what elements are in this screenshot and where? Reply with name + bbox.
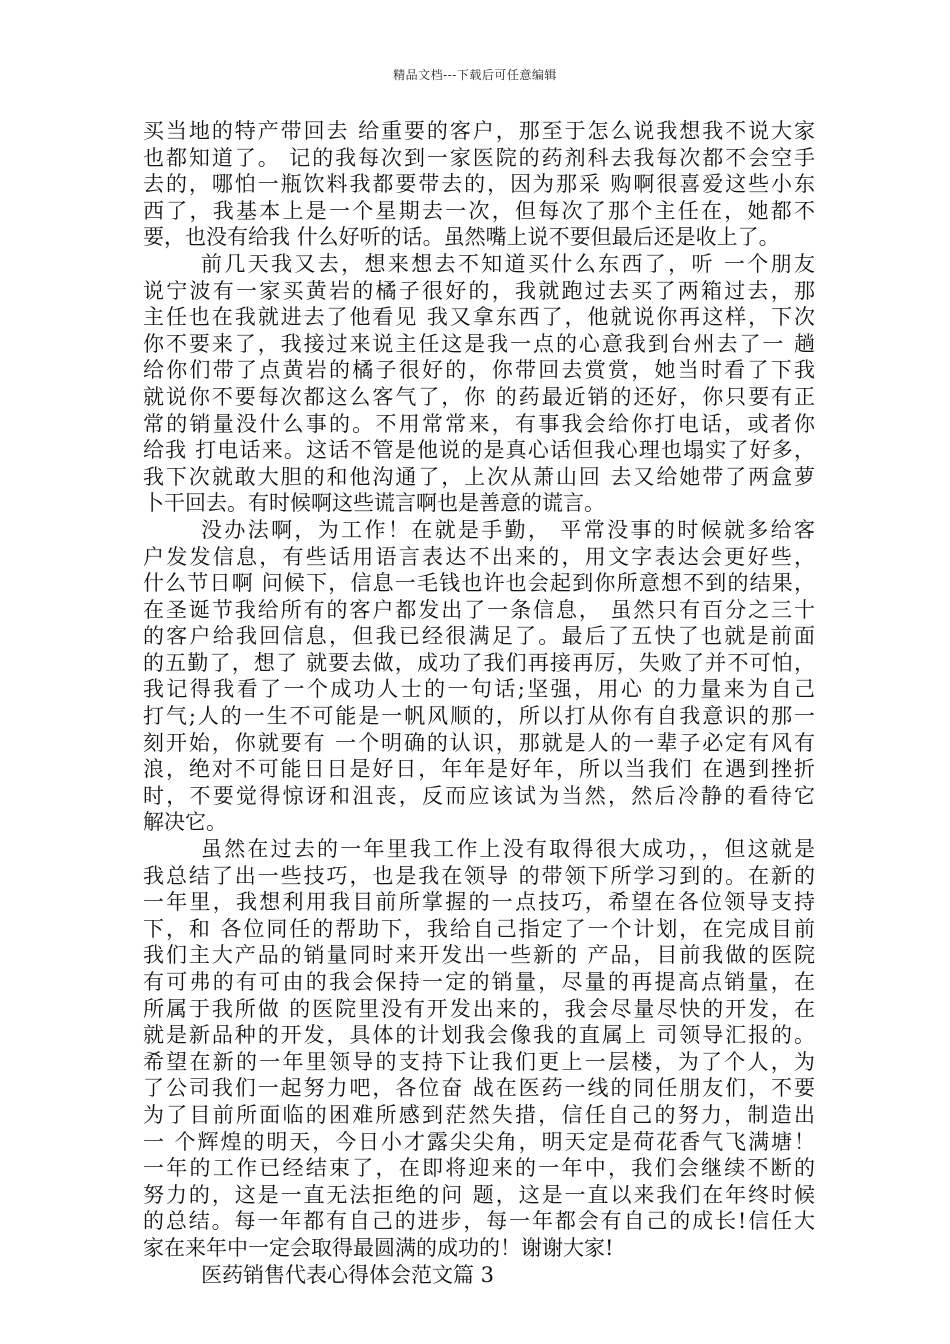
text-line: 了公司我们一起努力吧，各位奋 战在医药一线的同任朋友们，不要 (143, 1076, 815, 1101)
text-line: 我总结了出一些技巧，也是我在领导 的带领下所学习到的。在新的 (143, 863, 815, 888)
text-line: 没办法啊，为工作！在就是手勤， 平常没事的时候就多给客 (201, 517, 815, 542)
text-line: 就说你不要每次都这么客气了，你 的药最近销的还好，你只要有正 (143, 384, 815, 409)
text-line: 的客户给我回信息，但我已经很满足了。最后了五快了也就是前面 (143, 624, 815, 649)
text-line: 所属于我所做 的医院里没有开发出来的，我会尽量尽快的开发，在 (143, 996, 815, 1021)
text-line: 什么节日啊 问候下，信息一毛钱也许也会起到你所意想不到的结果， (143, 571, 815, 596)
text-line: 的五勤了，想了 就要去做，成功了我们再接再厉，失败了并不可怕， (143, 650, 815, 675)
text-line: 也都知道了。 记的我每次到一家医院的药剂科去我每次都不会空手 (143, 145, 815, 170)
text-line: 一 个辉煌的明天，今日小才露尖尖角，明天定是荷花香气飞满塘！ (143, 1129, 815, 1154)
text-line: 时，不要觉得惊讶和沮丧，反而应该试为当然，然后冷静的看待它 (143, 783, 815, 808)
text-line: 刻开始，你就要有 一个明确的认识，那就是人的一辈子必定有风有 (143, 730, 815, 755)
document-body (143, 118, 815, 1288)
text-line: 西了，我基本上是一个星期去一次，但每次了那个主任在，她都不 (143, 198, 815, 223)
text-line: 常的销量没什么事的。不用常常来，有事我会给你打电话，或者你 (143, 411, 815, 436)
text-line: 卜干回去。有时候啊这些谎言啊也是善意的谎言。 (143, 491, 605, 516)
text-line: 户发发信息，有些话用语言表达不出来的，用文字表达会更好些， (143, 544, 815, 569)
text-line: 打气;人的一生不可能是一帆风顺的，所以打从你有自我意识的那一 (143, 704, 815, 729)
text-line: 家在来年中一定会取得最圆满的成功的！谢谢大家! (143, 1235, 614, 1260)
text-line: 有可弗的有可由的我会保持一定的销量，尽量的再提高点销量，在 (143, 970, 815, 994)
text-line: 就是新品种的开发，具体的计划我会像我的直属上 司领导汇报的。 (143, 1023, 815, 1048)
text-line: 一年里，我想利用我目前所掌握的一点技巧，希望在各位领导支持 (143, 890, 815, 915)
text-line: 给我 打电话来。这话不管是他说的是真心话但我心理也塌实了好多， (143, 438, 815, 463)
text-line: 浪，绝对不可能日日是好日，年年是好年，所以当我们 在遇到挫折 (143, 757, 815, 782)
text-line: 前几天我又去，想来想去不知道买什么东西了，听 一个朋友 (201, 251, 815, 276)
page-header: 精品文档---下载后可任意编辑 (393, 68, 557, 82)
text-line: 说宁波有一家买黄岩的橘子很好的，我就跑过去买了两箱过去，那 (143, 278, 815, 303)
text-line: 下，和 各位同任的帮助下，我给自己指定了一个计划，在完成目前 (143, 916, 815, 941)
text-line: 我记得我看了一个成功人士的一句话;坚强，用心 的力量来为自己 (143, 677, 815, 702)
text-line: 希望在新的一年里领导的支持下让我们更上一层楼，为了个人，为 (143, 1049, 815, 1074)
text-line: 努力的，这是一直无法拒绝的问 题，这是一直以来我们在年终时候 (143, 1182, 815, 1207)
text-line: 我下次就敢大胆的和他沟通了，上次从萧山回 去又给她带了两盒萝 (143, 464, 815, 489)
text-line: 一年的工作已经结束了，在即将迎来的一年中，我们会继续不断的 (143, 1156, 815, 1181)
text-line: 去的，哪怕一瓶饮料我都要带去的，因为那采 购啊很喜爱这些小东 (143, 172, 815, 197)
text-line: 为了目前所面临的困难所感到茫然失措，信任自己的努力，制造出 (143, 1102, 815, 1127)
text-line: 解决它。 (143, 810, 227, 835)
text-line: 给你们带了点黄岩的橘子很好的，你带回去赏赏，她当时看了下我 (143, 358, 815, 383)
text-line: 要，也没有给我 什么好听的话。虽然嘴上说不要但最后还是收上了。 (143, 225, 780, 250)
text-line: 在圣诞节我给所有的客户都发出了一条信息， 虽然只有百分之三十 (143, 597, 815, 622)
text-line: 你不要来了，我接过来说主任这是我一点的心意我到台州去了一 趟 (143, 331, 815, 356)
text-line: 买当地的特产带回去 给重要的客户，那至于怎么说我想我不说大家 (143, 119, 815, 143)
text-line: 我们主大产品的销量同时来开发出一些新的 产品，目前我做的医院 (143, 943, 815, 968)
text-line: 主任也在我就进去了他看见 我又拿东西了，他就说你再这样，下次 (143, 305, 815, 330)
text-line: 的总结。每一年都有自己的进步，每一年都会有自己的成长!信任大 (143, 1209, 815, 1234)
text-line: 医药销售代表心得体会范文篇 3 (201, 1262, 495, 1287)
text-line: 虽然在过去的一年里我工作上没有取得很大成功，，但这就是 (201, 837, 815, 862)
